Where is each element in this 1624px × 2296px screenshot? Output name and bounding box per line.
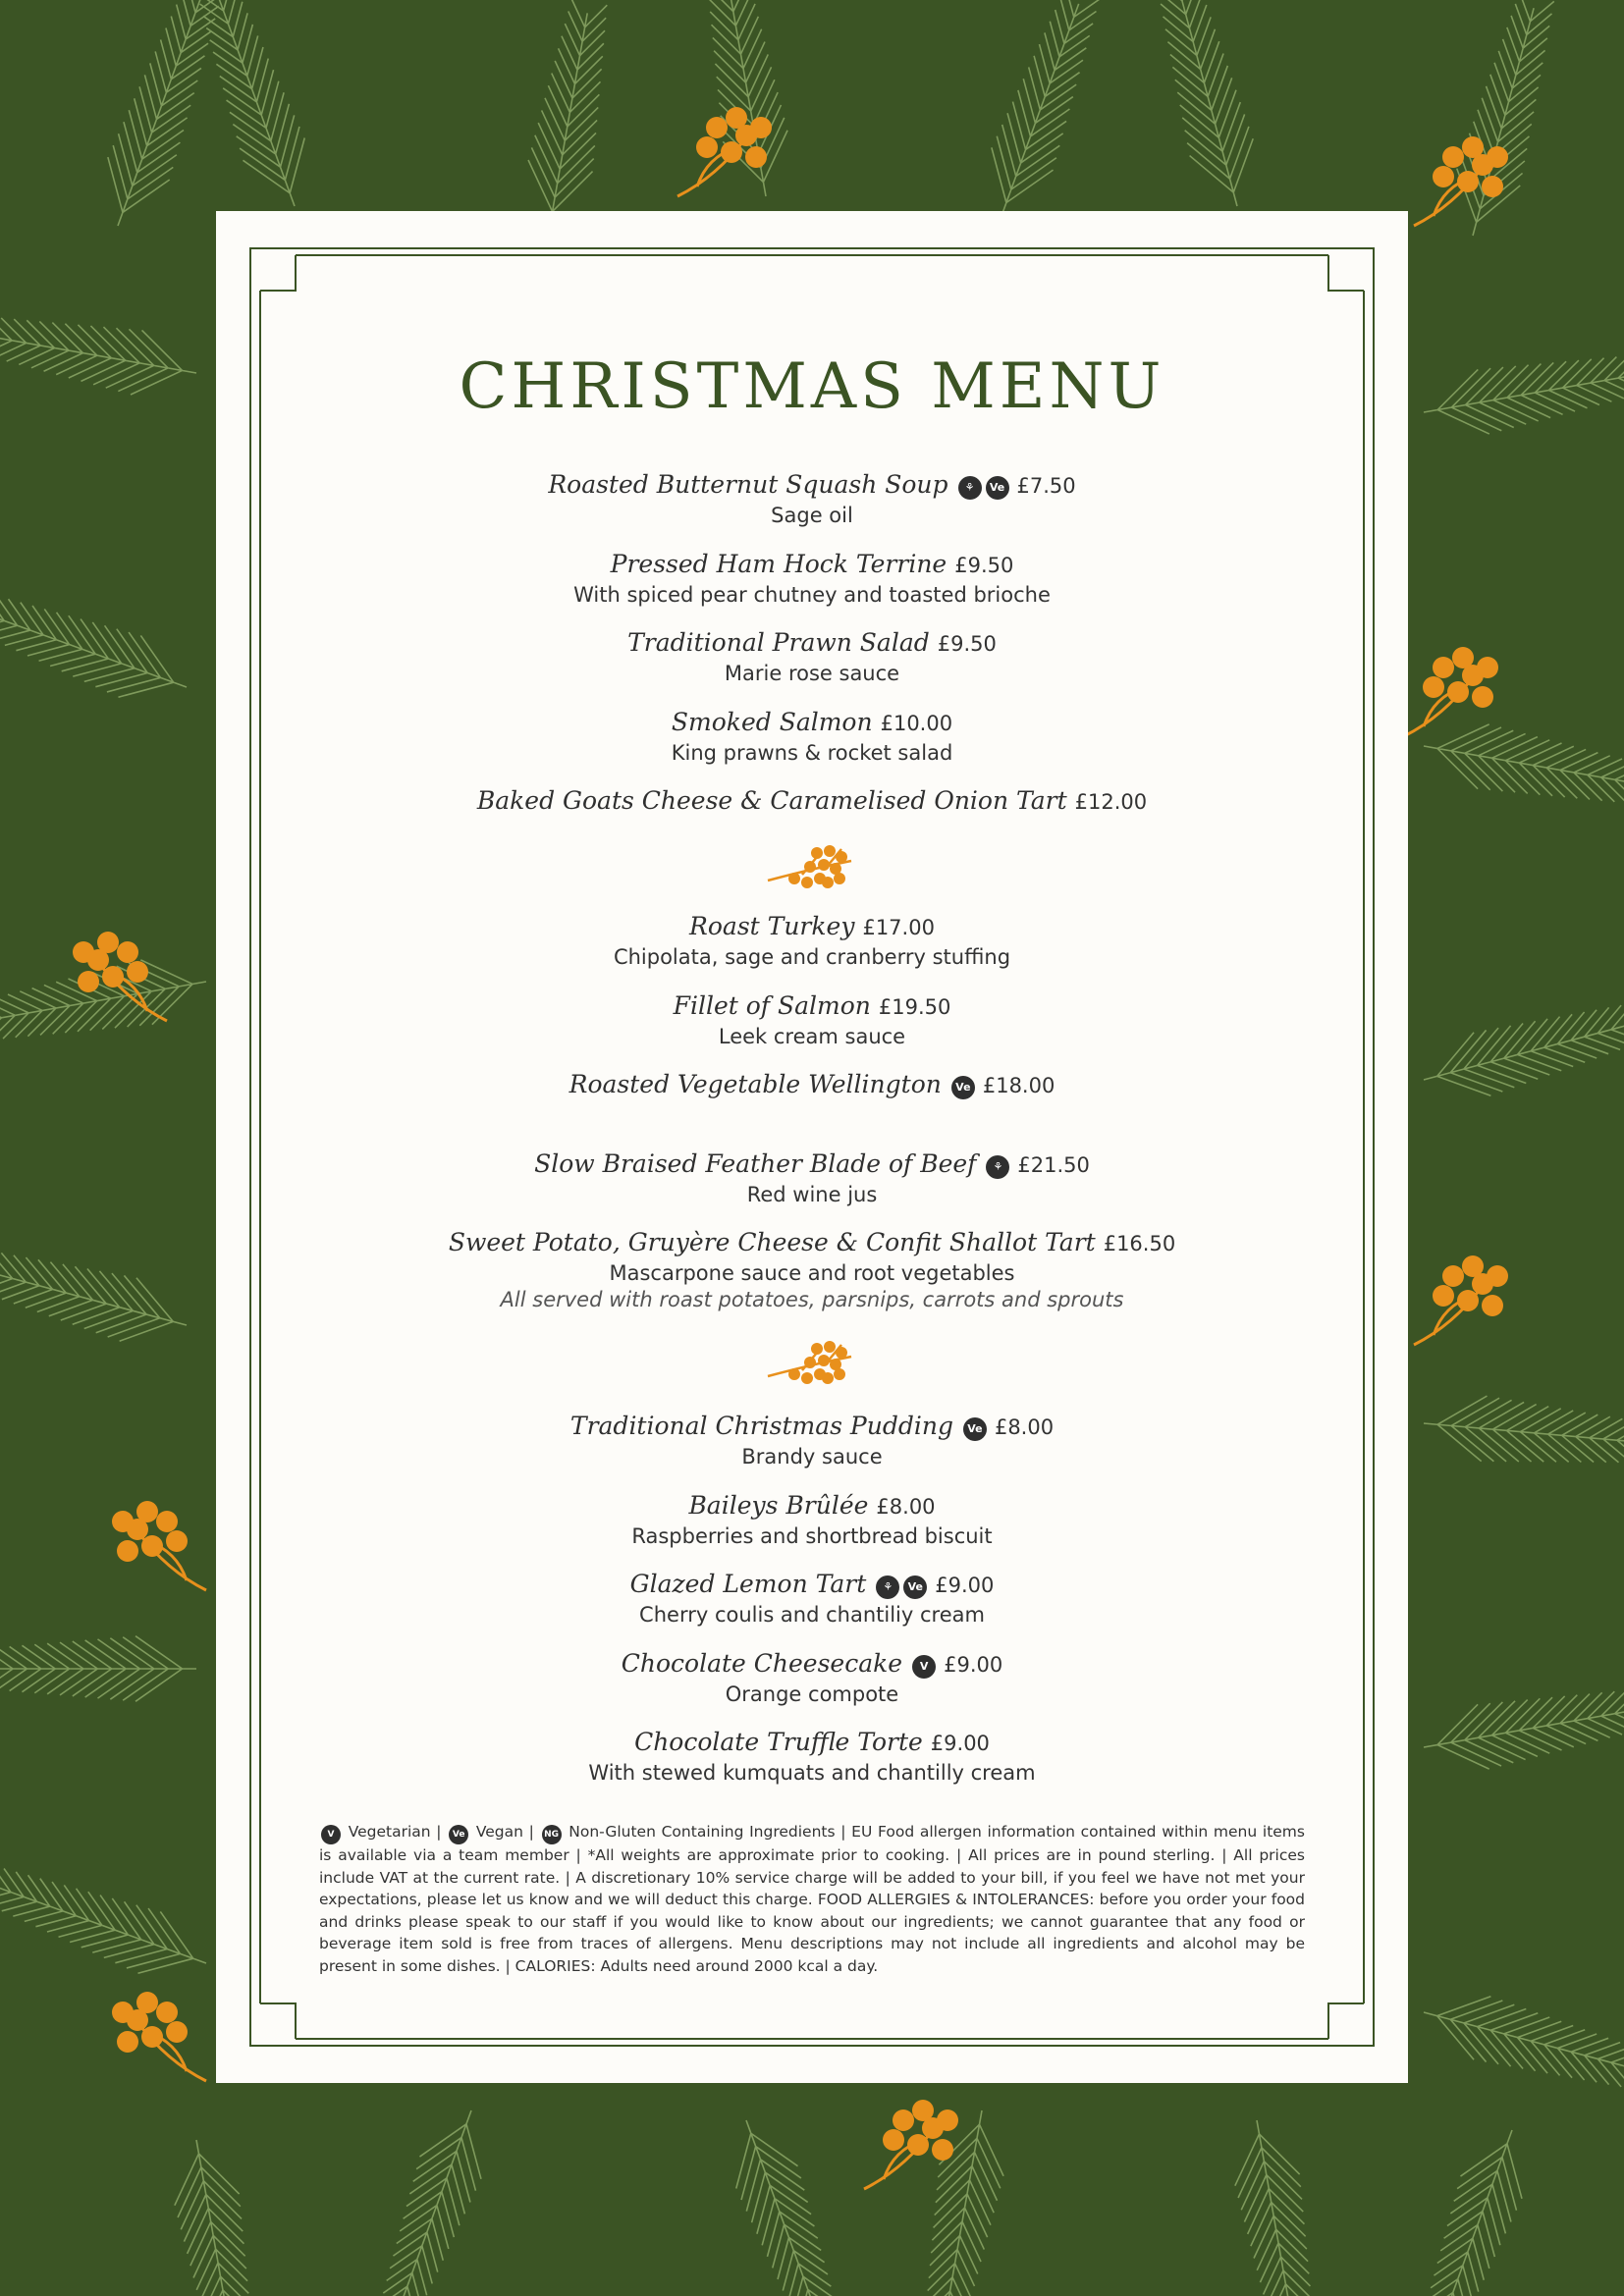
allergen-footer: V Vegetarian | Ve Vegan | NG Non-Gluten Containing Ingredients | EU Food allergen information contained within menu items is available via a team member | *All weights are approximate prior to cooking. | All prices are in pound sterling. | All prices include VAT at the current rate. | A discretionary 10% service charge will be added to your bill, if you feel we have not met your expectations, please let us know and we will deduct this charge. FOOD ALLERGIES & INTOLERANCES: before you order your food and drinks please speak to our staff if you would like to know about our ingredients; we cannot guarantee that any food or beverage item sold is free from traces of allergens. Menu descriptions may not include all ingredients and alcohol may be present in some dishes. | CALORIES: Adults need around 2000 kcal a day. — [319, 1823, 1305, 1975]
menu-item-price: £19.50 — [878, 994, 951, 1019]
menu-item-name: Chocolate Cheesecake — [621, 1648, 903, 1678]
menu-item-price: £8.00 — [876, 1494, 936, 1519]
menu-item-price: £18.00 — [982, 1074, 1056, 1097]
menu-item-price: £9.50 — [954, 553, 1014, 577]
berry-divider-icon — [216, 839, 1408, 898]
vegetarian-icon: V — [912, 1655, 936, 1679]
menu-item-price: £9.00 — [930, 1732, 990, 1755]
menu-item-description: Raspberries and shortbread biscuit — [631, 1523, 993, 1548]
menu-item — [216, 1648, 1408, 1708]
menu-item-price: £21.50 — [1017, 1152, 1090, 1177]
menu-item-description: Sage oil — [771, 504, 853, 527]
menu-card — [216, 211, 1408, 2083]
menu-item-description: Leek cream sauce — [718, 1024, 906, 1048]
menu-item-description: Chipolata, sage and cranberry stuffing — [613, 945, 1011, 969]
menu-item-description: Brandy sauce — [741, 1445, 883, 1468]
menu-item-name: Roasted Vegetable Wellington — [568, 1070, 942, 1098]
menu-item-description: King prawns & rocket salad — [671, 740, 953, 765]
menu-item-name: Slow Braised Feather Blade of Beef — [534, 1148, 977, 1178]
menu-item — [216, 469, 1408, 529]
vegan-icon: Ve — [903, 1575, 927, 1599]
menu-item-name: Roast Turkey — [689, 912, 855, 940]
vegan-label: Vegan — [475, 1823, 523, 1841]
menu-item-name: Glazed Lemon Tart — [629, 1570, 867, 1598]
menu-item-price: £9.00 — [944, 1652, 1003, 1677]
menu-item-description: Marie rose sauce — [724, 662, 900, 685]
menu-item — [216, 911, 1408, 971]
menu-item-price: £8.00 — [994, 1415, 1055, 1439]
menu-item-name: Baileys Brûlée — [688, 1490, 869, 1520]
menu-item — [216, 1227, 1408, 1287]
menu-item-description: Red wine jus — [746, 1182, 878, 1206]
menu-item-price: £7.50 — [1016, 474, 1076, 498]
footer-text: | EU Food allergen information contained within menu items is available via a team member | *All weights are approximate prior to cooking. | All prices are in pound sterling. | All prices include VAT at the current rate. | A discretionary 10% service charge will be added to your bill, if you feel we have not met your expectations, please let us know and we will deduct this charge. FOOD ALLERGIES & INTOLERANCES: before you order your food and drinks please speak to our staff if you would like to know about our ingredients; we cannot guarantee that any food or beverage item sold is free from traces of allergens. Menu descriptions may not include all ingredients and alcohol may be present in some dishes. | CALORIES: Adults need around 2000 kcal a day. — [319, 1823, 1305, 1975]
menu-item — [216, 1490, 1408, 1550]
non-gluten-icon: ⚘ — [986, 1155, 1009, 1179]
menu-item-description: With stewed kumquats and chantilly cream — [588, 1761, 1036, 1785]
menu-item-description: Mascarpone sauce and root vegetables — [609, 1261, 1015, 1285]
menu-item-name: Traditional Christmas Pudding — [569, 1412, 953, 1440]
menu-item — [216, 1727, 1408, 1787]
menu-item — [216, 1569, 1408, 1629]
menu-item — [216, 707, 1408, 767]
menu-item-name: Chocolate Truffle Torte — [634, 1728, 923, 1756]
menu-item — [216, 1411, 1408, 1470]
menu-item-description: Orange compote — [725, 1682, 899, 1706]
mains-note: All served with roast potatoes, parsnips, carrots and sprouts — [500, 1288, 1124, 1311]
menu-item-name: Roasted Butternut Squash Soup — [548, 470, 948, 499]
menu-item — [216, 549, 1408, 609]
menu-item — [216, 785, 1408, 818]
vegan-icon: Ve — [986, 476, 1009, 500]
vegan-icon: Ve — [449, 1825, 468, 1844]
non-gluten-icon: NG — [542, 1825, 562, 1844]
vegetarian-icon: V — [321, 1825, 341, 1844]
menu-item-name: Pressed Ham Hock Terrine — [610, 549, 947, 578]
menu-item-description: Cherry coulis and chantiliy cream — [639, 1603, 985, 1627]
menu-item-price: £16.50 — [1103, 1232, 1176, 1255]
menu-content — [216, 211, 1408, 2083]
menu-item-price: £10.00 — [880, 711, 953, 735]
non-gluten-label: Non-Gluten Containing Ingredients — [568, 1823, 836, 1841]
menu-item — [216, 990, 1408, 1050]
menu-item — [216, 1148, 1408, 1208]
vegetarian-label: Vegetarian — [348, 1823, 431, 1841]
menu-item-name: Sweet Potato, Gruyère Cheese & Confit Shallot Tart — [448, 1228, 1096, 1256]
menu-item-description: With spiced pear chutney and toasted brioche — [573, 582, 1051, 607]
non-gluten-icon: ⚘ — [958, 476, 982, 500]
menu-item-name: Fillet of Salmon — [673, 990, 871, 1020]
berry-divider-icon — [216, 1335, 1408, 1394]
page-title: CHRISTMAS MENU — [459, 350, 1165, 423]
menu-item-price: £12.00 — [1074, 790, 1148, 814]
menu-item — [216, 1069, 1408, 1101]
vegan-icon: Ve — [951, 1076, 975, 1099]
menu-item — [216, 627, 1408, 687]
menu-item-price: £17.00 — [862, 916, 935, 939]
menu-item-name: Traditional Prawn Salad — [627, 628, 930, 657]
menu-item-price: £9.00 — [935, 1574, 995, 1597]
menu-item-name: Smoked Salmon — [671, 707, 873, 736]
non-gluten-icon: ⚘ — [876, 1575, 899, 1599]
menu-item-name: Baked Goats Cheese & Caramelised Onion Tart — [476, 786, 1067, 815]
vegan-icon: Ve — [963, 1417, 987, 1441]
menu-item-price: £9.50 — [937, 632, 997, 656]
